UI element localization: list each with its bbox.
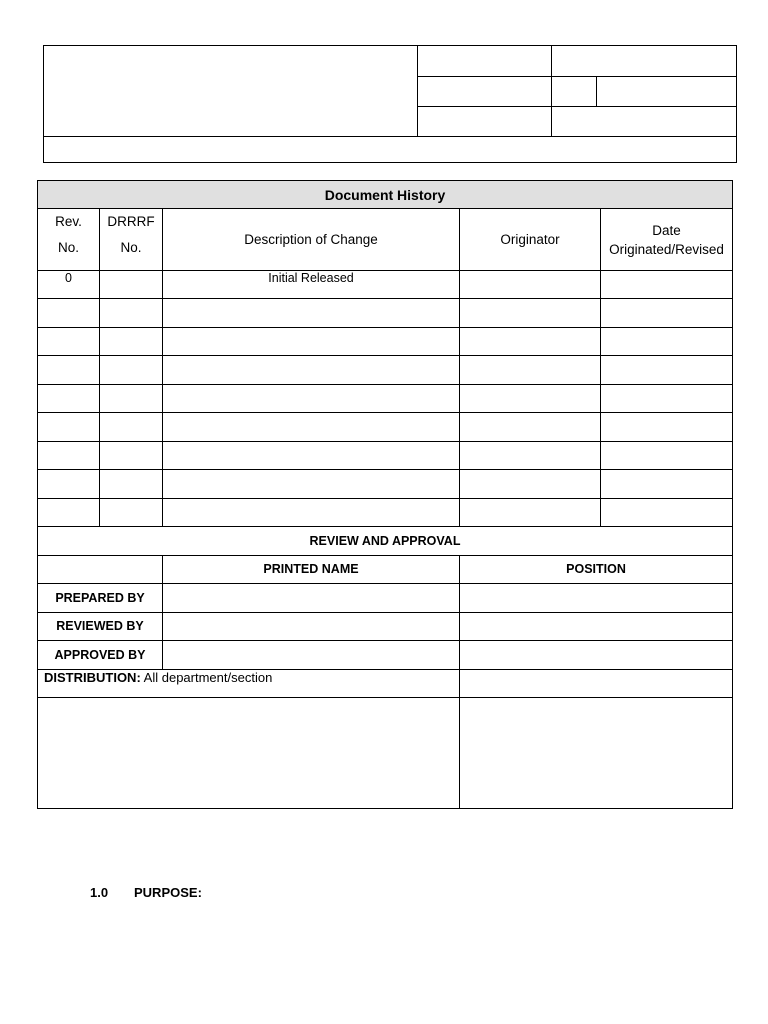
history-cell-description[interactable]: [163, 327, 460, 356]
approval-row: [38, 584, 733, 613]
header-divider: [417, 106, 737, 107]
column-header-drrrf-no: [100, 209, 163, 271]
history-row: [38, 356, 733, 385]
history-cell-originator[interactable]: [460, 271, 601, 299]
column-header-description: Description of Change: [163, 209, 460, 271]
column-header-date-line1: Date: [652, 222, 681, 238]
header-divider: [417, 76, 737, 77]
history-cell-drrrf[interactable]: [100, 327, 163, 356]
history-cell-date[interactable]: [601, 356, 733, 385]
document-header-block: [43, 45, 737, 163]
history-cell-rev[interactable]: [38, 327, 100, 356]
signature-area-right[interactable]: [460, 698, 733, 809]
header-divider: [417, 46, 418, 136]
review-blank-header-cell: [38, 555, 163, 584]
position-header: POSITION: [460, 555, 733, 584]
history-cell-originator[interactable]: [460, 356, 601, 385]
distribution-extra-field[interactable]: [460, 669, 733, 698]
history-cell-drrrf[interactable]: [100, 413, 163, 442]
reviewed-by-name-field[interactable]: [163, 612, 460, 641]
history-cell-date[interactable]: [601, 413, 733, 442]
prepared-by-position-field[interactable]: [460, 584, 733, 613]
history-cell-originator[interactable]: [460, 299, 601, 328]
history-cell-rev[interactable]: [38, 384, 100, 413]
history-row: [38, 470, 733, 499]
column-header-rev-line2: No.: [57, 240, 79, 255]
history-cell-description[interactable]: [163, 356, 460, 385]
prepared-by-label: PREPARED BY: [38, 584, 163, 613]
approved-by-name-field[interactable]: [163, 641, 460, 670]
column-header-originator: Originator: [460, 209, 601, 271]
approval-row: [38, 612, 733, 641]
column-header-drrrf-line1: DRRRF: [107, 214, 155, 229]
approved-by-position-field[interactable]: [460, 641, 733, 670]
approved-by-label: APPROVED BY: [38, 641, 163, 670]
history-cell-drrrf[interactable]: [100, 498, 163, 527]
signature-area-left[interactable]: [38, 698, 460, 809]
history-cell-originator[interactable]: [460, 441, 601, 470]
purpose-section-title: PURPOSE:: [134, 885, 202, 900]
history-cell-rev[interactable]: [38, 470, 100, 499]
history-cell-description[interactable]: [163, 299, 460, 328]
history-row: [38, 384, 733, 413]
column-header-drrrf-line2: No.: [120, 240, 142, 255]
history-cell-originator[interactable]: [460, 413, 601, 442]
history-cell-rev[interactable]: [38, 498, 100, 527]
header-divider: [596, 76, 597, 106]
history-cell-drrrf[interactable]: [100, 356, 163, 385]
document-history-table: [37, 180, 733, 809]
history-cell-drrrf[interactable]: [100, 470, 163, 499]
history-cell-description[interactable]: [163, 413, 460, 442]
history-row: [38, 299, 733, 328]
history-cell-rev[interactable]: [38, 441, 100, 470]
purpose-section-number: 1.0: [90, 885, 109, 900]
history-row: [38, 498, 733, 527]
history-cell-description[interactable]: Initial Released: [163, 271, 460, 299]
approval-row: [38, 641, 733, 670]
history-cell-date[interactable]: [601, 327, 733, 356]
history-cell-drrrf[interactable]: [100, 384, 163, 413]
history-row: [38, 441, 733, 470]
column-header-date-line2: Originated/Revised: [609, 241, 724, 257]
column-header-rev-line1: Rev.: [55, 214, 82, 229]
history-cell-rev[interactable]: 0: [38, 271, 100, 299]
history-cell-description[interactable]: [163, 441, 460, 470]
history-cell-description[interactable]: [163, 498, 460, 527]
history-cell-originator[interactable]: [460, 470, 601, 499]
history-cell-rev[interactable]: [38, 413, 100, 442]
history-cell-date[interactable]: [601, 271, 733, 299]
history-row: [38, 413, 733, 442]
review-approval-title: REVIEW AND APPROVAL: [38, 527, 733, 556]
header-divider: [551, 46, 552, 136]
history-cell-date[interactable]: [601, 441, 733, 470]
purpose-heading: [90, 885, 202, 900]
history-row: [38, 271, 733, 299]
header-divider: [44, 136, 736, 137]
history-cell-rev[interactable]: [38, 299, 100, 328]
history-cell-date[interactable]: [601, 299, 733, 328]
history-cell-date[interactable]: [601, 384, 733, 413]
printed-name-header: PRINTED NAME: [163, 555, 460, 584]
column-header-rev-no: [38, 209, 100, 271]
history-cell-originator[interactable]: [460, 384, 601, 413]
document-history-title: Document History: [38, 181, 733, 209]
history-cell-drrrf[interactable]: [100, 271, 163, 299]
history-cell-date[interactable]: [601, 498, 733, 527]
history-cell-drrrf[interactable]: [100, 441, 163, 470]
history-cell-originator[interactable]: [460, 327, 601, 356]
history-cell-date[interactable]: [601, 470, 733, 499]
column-header-date: [601, 209, 733, 271]
distribution-label: DISTRIBUTION:: [44, 669, 141, 685]
history-cell-drrrf[interactable]: [100, 299, 163, 328]
reviewed-by-label: REVIEWED BY: [38, 612, 163, 641]
reviewed-by-position-field[interactable]: [460, 612, 733, 641]
history-cell-description[interactable]: [163, 384, 460, 413]
history-row: [38, 327, 733, 356]
history-cell-description[interactable]: [163, 470, 460, 499]
distribution-cell: [38, 669, 460, 698]
history-cell-rev[interactable]: [38, 356, 100, 385]
distribution-value: All department/section: [140, 669, 273, 685]
prepared-by-name-field[interactable]: [163, 584, 460, 613]
history-cell-originator[interactable]: [460, 498, 601, 527]
